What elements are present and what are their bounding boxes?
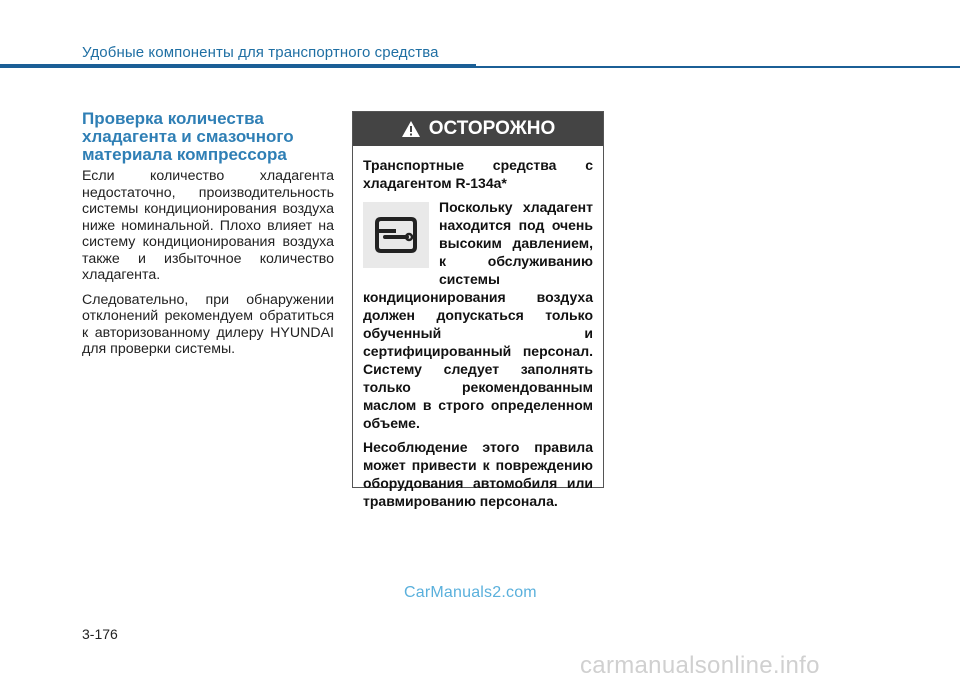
body-paragraph: Если количество хладагента недостаточно, производительность системы кондиционирования воздуха ниже номинальной. Плохо влияет на систему кондиционирования воздуха также и избыточное количество хладагента. <box>82 168 334 283</box>
section-heading: Проверка количества хладагента и смазочного материала компрессора <box>82 109 294 164</box>
footer-watermark: carmanualsonline.info <box>580 652 820 679</box>
header-rule <box>0 64 476 68</box>
warning-box <box>352 111 604 509</box>
warning-header <box>353 112 603 146</box>
body-text-column <box>82 168 334 366</box>
page-header-title: Удобные компоненты для транспортного средства <box>82 44 439 61</box>
warning-paragraph: Транспортные средства с хладагентом R-134a* <box>363 157 593 191</box>
watermark: CarManuals2.com <box>404 584 537 601</box>
body-paragraph: Следовательно, при обнаружении отклонений рекомендуем обратиться к авторизованному дилеру HYUNDAI для проверки системы. <box>82 291 334 357</box>
header-rule-thin <box>476 66 960 68</box>
warning-title: ОСТОРОЖНО <box>428 118 556 139</box>
warning-paragraph: Несоблюдение этого правила может привести к повреждению оборудования автомобиля или травмированию персонала. <box>363 439 593 509</box>
service-manual-icon <box>363 202 429 268</box>
warning-body <box>353 146 603 510</box>
warning-triangle-icon <box>401 120 421 138</box>
warning-paragraph: Поскольку хладагент находится под очень высоким давлением, к обслуживанию системы кондиционирования воздуха должен допускаться только обученный и сертифицированный персонал. Систему следует заполнять только рекомендованным маслом в строго определенном объеме. <box>363 199 593 431</box>
page-number: 3-176 <box>82 626 118 642</box>
